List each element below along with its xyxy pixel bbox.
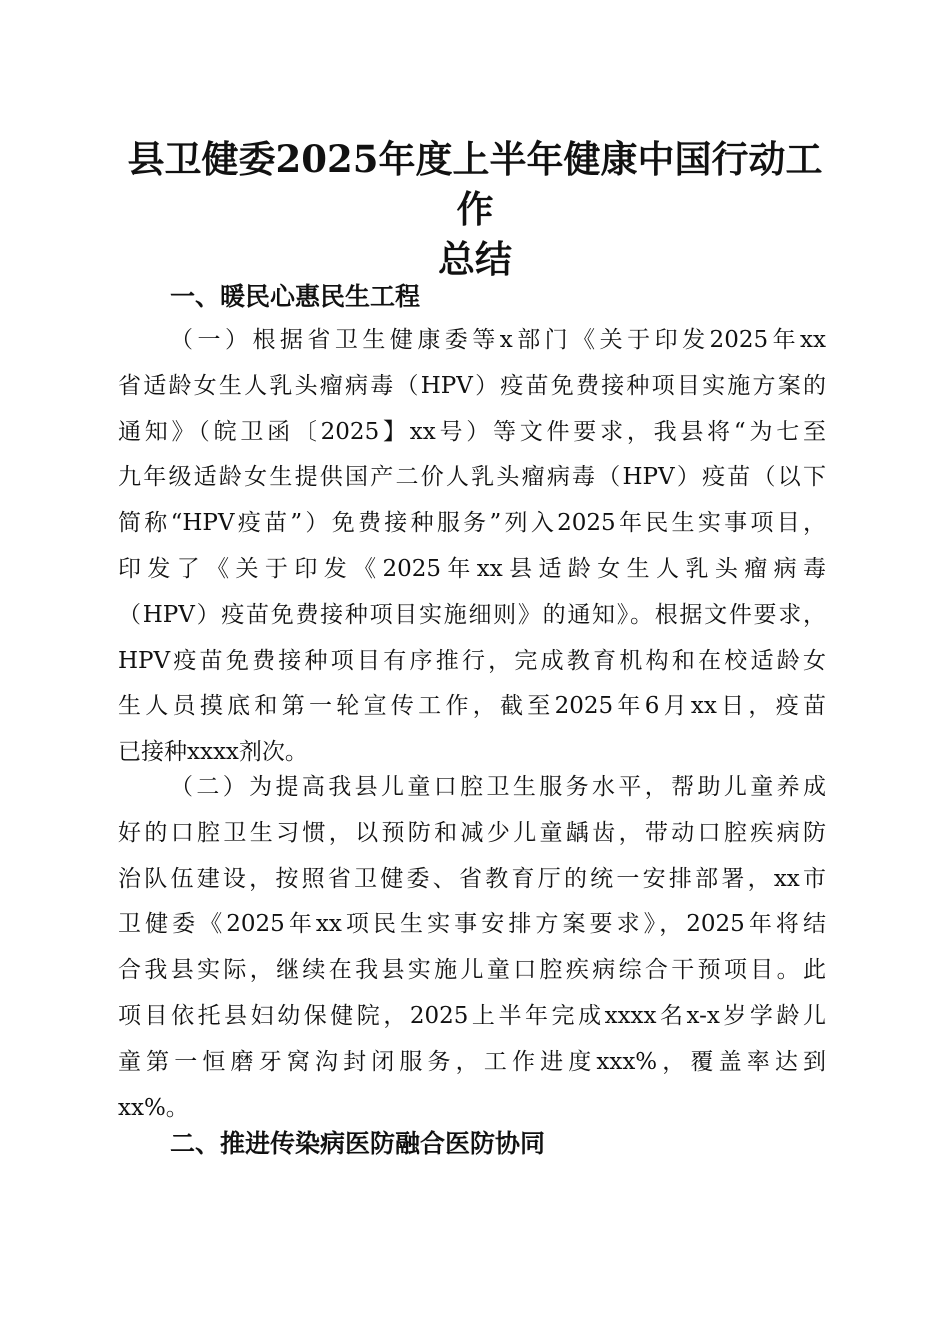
paragraph-1 bbox=[118, 318, 826, 776]
paragraph-line: （HPV）疫苗免费接种项目实施细则》的通知》。根据文件要求， bbox=[118, 601, 826, 628]
paragraph-line: （二）为提高我县儿童口腔卫生服务水平，帮助儿童养成 bbox=[170, 774, 826, 800]
paragraph-line: 项目依托县妇幼保健院，2025上半年完成xxxx名x-x岁学龄儿 bbox=[118, 1002, 826, 1029]
paragraph-2 bbox=[118, 765, 826, 1131]
paragraph-line: xx%。 bbox=[118, 1094, 189, 1121]
page-title bbox=[110, 134, 840, 284]
section-heading-2: 二、推进传染病医防融合医防协同 bbox=[170, 1129, 546, 1158]
paragraph-line: 生人员摸底和第一轮宣传工作，截至2025年6月xx日，疫苗 bbox=[118, 693, 826, 720]
section-heading-1: 一、暖民心惠民生工程 bbox=[170, 282, 421, 311]
paragraph-line: 简称“HPV疫苗”）免费接种服务”列入2025年民生实事项目， bbox=[118, 510, 826, 537]
title-line-2: 总结 bbox=[438, 237, 512, 281]
paragraph-line: 好的口腔卫生习惯，以预防和减少儿童龋齿，带动口腔疾病防 bbox=[118, 819, 826, 846]
paragraph-line: 卫健委《2025年xx项民生实事安排方案要求》，2025年将结 bbox=[118, 911, 826, 938]
title-line-1: 县卫健委2025年度上半年健康中国行动工作 bbox=[127, 137, 823, 231]
paragraph-line: 已接种xxxx剂次。 bbox=[118, 739, 308, 766]
paragraph-line: （一）根据省卫生健康委等x部门《关于印发2025年xx bbox=[170, 327, 826, 353]
paragraph-line: HPV疫苗免费接种项目有序推行，完成教育机构和在校适龄女 bbox=[118, 647, 826, 674]
paragraph-line: 治队伍建设，按照省卫健委、省教育厅的统一安排部署，xx市 bbox=[118, 865, 826, 892]
paragraph-line: 省适龄女生人乳头瘤病毒（HPV）疫苗免费接种项目实施方案的 bbox=[118, 372, 826, 399]
paragraph-line: 童第一恒磨牙窝沟封闭服务，工作进度xxx%，覆盖率达到 bbox=[118, 1048, 826, 1075]
paragraph-line: 印发了《关于印发《2025年xx县适龄女生人乳头瘤病毒 bbox=[118, 555, 826, 582]
paragraph-line: 九年级适龄女生提供国产二价人乳头瘤病毒（HPV）疫苗（以下 bbox=[118, 464, 826, 491]
paragraph-line: 通知》（皖卫函〔2025】xx号）等文件要求，我县将“为七至 bbox=[118, 418, 826, 445]
paragraph-line: 合我县实际，继续在我县实施儿童口腔疾病综合干预项目。此 bbox=[118, 957, 826, 984]
